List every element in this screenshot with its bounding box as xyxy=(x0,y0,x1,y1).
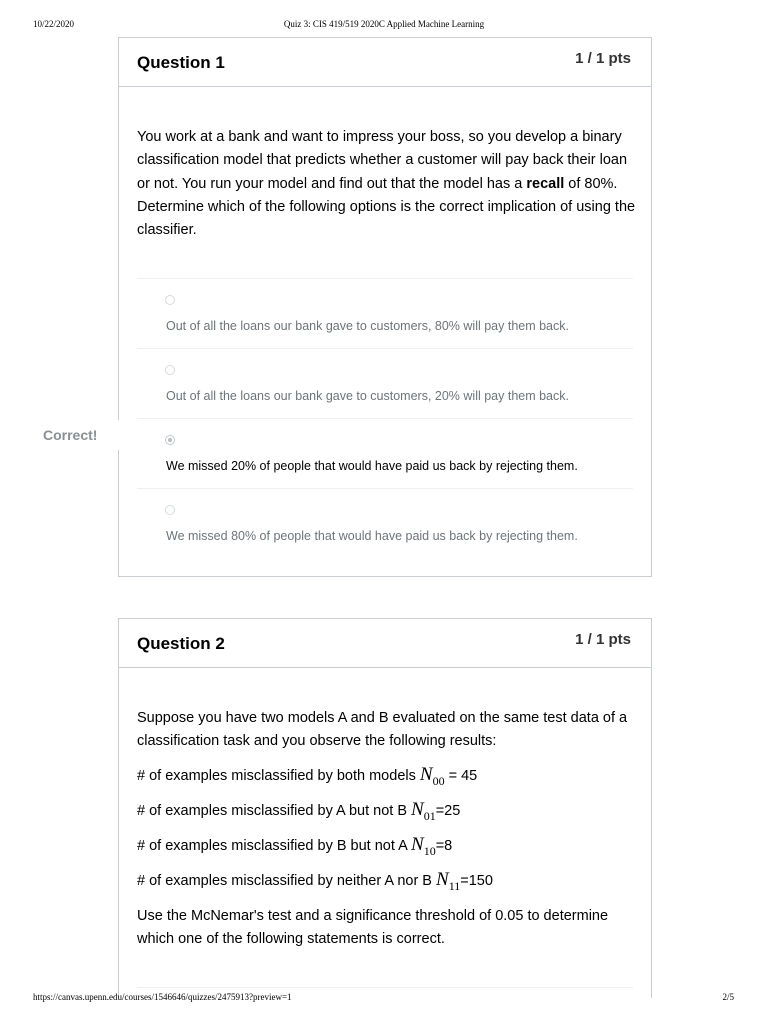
result-line-n00 xyxy=(137,764,477,789)
answer-label: Out of all the loans our bank gave to customers, 20% will pay them back. xyxy=(166,389,569,403)
question-2-intro: Suppose you have two models A and B evaluated on the same test data of a classification task and you observe the following results: xyxy=(137,710,628,750)
answer-label: We missed 20% of people that would have paid us back by rejecting them. xyxy=(166,459,578,473)
result-text: # of examples misclassified by A but not B xyxy=(137,803,412,819)
question-1-header xyxy=(119,38,651,87)
print-footer xyxy=(0,992,768,1004)
result-text: # of examples misclassified by neither A nor B xyxy=(137,873,437,889)
result-value: = 45 xyxy=(444,768,478,784)
result-text: # of examples misclassified by both models xyxy=(137,768,420,784)
radio-button[interactable] xyxy=(165,365,175,375)
print-url: https://canvas.upenn.edu/courses/1546646/quizzes/2475913?preview=1 xyxy=(33,992,292,1002)
correct-answer-flag: Correct! xyxy=(33,420,125,450)
result-line-n01 xyxy=(137,799,460,824)
math-variable: $N_{01}$ xyxy=(411,799,436,823)
question-1-text-before: You work at a bank and want to impress your boss, so you develop a binary classification model that predicts whether a customer will pay back their loan or not. You run your model and find out that the model has a xyxy=(137,129,628,192)
result-value: =150 xyxy=(460,873,493,889)
question-2-header xyxy=(119,619,651,668)
result-line-n10 xyxy=(137,834,452,859)
question-1-text-bold: recall xyxy=(526,175,565,192)
print-page-number: 2/5 xyxy=(722,992,734,1002)
question-1-text-after: of 80%. Determine which of the following options is the correct implication of using the classifier. xyxy=(137,175,636,239)
question-2-points: 1 / 1 pts xyxy=(575,631,631,648)
radio-button[interactable] xyxy=(165,295,175,305)
radio-button[interactable] xyxy=(165,505,175,515)
answer-option-3[interactable] xyxy=(137,418,633,488)
answer-option-4[interactable] xyxy=(137,488,633,558)
print-header xyxy=(0,19,768,31)
math-variable: $N_{00}$ xyxy=(419,764,445,788)
question-1-card xyxy=(118,37,652,577)
print-title: Quiz 3: CIS 419/519 2020C Applied Machine Learning xyxy=(283,19,485,29)
result-value: =8 xyxy=(435,838,453,854)
question-2-title: Question 2 xyxy=(137,634,225,653)
question-2-card xyxy=(118,618,652,998)
answer-label: Out of all the loans our bank gave to customers, 80% will pay them back. xyxy=(166,319,569,333)
result-line-n11 xyxy=(137,869,493,894)
question-1-answers xyxy=(137,278,633,558)
radio-button-selected[interactable] xyxy=(165,435,175,445)
math-variable: $N_{10}$ xyxy=(411,834,436,858)
question-1-title: Question 1 xyxy=(137,53,225,72)
math-variable: $N_{11}$ xyxy=(436,869,461,893)
answer-option-2[interactable] xyxy=(137,348,633,418)
question-1-text xyxy=(137,126,637,242)
answer-label: We missed 80% of people that would have paid us back by rejecting them. xyxy=(166,529,578,543)
answer-divider xyxy=(137,987,633,988)
question-2-closing: Use the McNemar's test and a significance threshold of 0.05 to determine which one of the following statements is correct. xyxy=(137,908,609,948)
print-date: 10/22/2020 xyxy=(33,19,75,29)
result-text: # of examples misclassified by B but not A xyxy=(137,838,412,854)
answer-option-1[interactable] xyxy=(137,278,633,348)
question-1-points: 1 / 1 pts xyxy=(575,50,631,67)
result-value: =25 xyxy=(435,803,461,819)
